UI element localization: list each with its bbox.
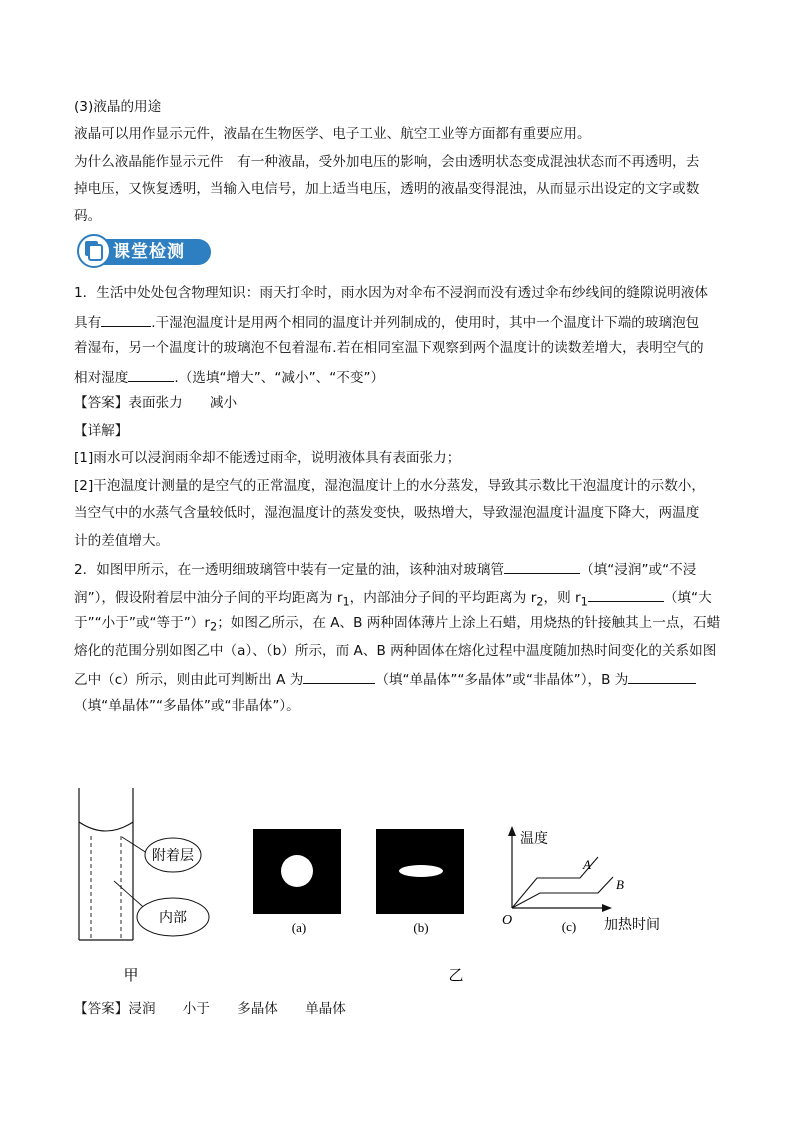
q2-line-5-part-2: （填“单晶体”“多晶体”或“非晶体”），B 为: [375, 672, 629, 688]
answer-label: 【答案】: [74, 395, 129, 411]
melted-circle: [281, 855, 313, 887]
intro-paragraph-2-line-3: 码。: [74, 208, 102, 224]
subscript: 1: [342, 594, 350, 609]
q1-line-2-start: 具有: [74, 315, 102, 331]
q2-line-4: 熔化的范围分别如图乙中（a）、（b）所示，而 A、B 两种固体在熔化过程中温度随加热时间变化的关系如图: [74, 643, 717, 659]
intro-paragraph-2-line-2: 掉电压，又恢复透明，当输入电信号，加上适当电压，透明的液晶变得混浊，从而显示出设定的文字或数: [74, 181, 700, 197]
q2-line-6: （填“单晶体”“多晶体”或“非晶体”）。: [74, 698, 300, 714]
subscript: 2: [536, 594, 544, 609]
q2-line-3-part-1: 于”“小于”或“等于”）r: [74, 615, 210, 631]
answer-text: 表面张力 减小: [128, 395, 238, 411]
intro-heading: (3)液晶的用途: [74, 99, 162, 115]
q2-line-2-part-4: （填“大: [663, 590, 712, 606]
q1-detail-2-line-1: [2]干泡温度计测量的是空气的正常温度，湿泡温度计上的水分蒸发，导致其示数比干泡温度计的示数小，: [74, 478, 705, 494]
q2-line-2-part-2: ，内部油分子间的平均距离为 r: [349, 590, 537, 606]
curve-b-label: B: [616, 877, 624, 892]
q1-line-3: 着湿布，另一个温度计的玻璃泡不包着湿布.若在相同室温下观察到两个温度计的读数差增大，表明空气的: [74, 340, 704, 356]
q2-line-2-part-3: ，则 r: [543, 590, 581, 606]
origin-label: O: [502, 913, 513, 928]
label-c: (c): [561, 919, 577, 934]
tube-label-interior: 内部: [159, 911, 187, 926]
q2-line-1-end: （填“浸润”或“不浸: [580, 562, 697, 578]
caption-yi: 乙: [448, 968, 464, 984]
q1-detail-2-line-2: 当空气中的水蒸气含量较低时，湿泡温度计的蒸发变快，吸热增大，导致湿泡温度计温度下降大，两温度: [74, 505, 700, 521]
label-a: (a): [291, 920, 307, 935]
answer-label: 【答案】: [74, 1001, 129, 1017]
q2-line-1-start: 2．如图甲所示，在一透明细玻璃管中装有一定量的油，该种油对玻璃管: [74, 562, 505, 578]
y-axis-label: 温度: [520, 832, 548, 847]
q1-line-2-end: .干湿泡温度计是用两个相同的温度计并列制成的，使用时，其中一个温度计下端的玻璃泡包: [151, 315, 700, 331]
subscript: 1: [580, 594, 588, 609]
q1-detail-1: [1]雨水可以浸润雨伞却不能透过雨伞，说明液体具有表面张力；: [74, 450, 461, 466]
subscript: 2: [209, 619, 218, 634]
detail-label: 【详解】: [74, 423, 129, 439]
q2-line-5-part-1: 乙中（c）所示，则由此可判断出 A 为: [74, 672, 304, 688]
q2-line-2-part-1: 润”），假设附着层中油分子间的平均距离为 r: [74, 590, 343, 606]
curve-b-line: [512, 877, 613, 908]
q2-answer: [74, 999, 346, 1019]
label-b: (b): [413, 920, 429, 935]
banner-title: 课堂检测: [113, 242, 185, 262]
glass-tube: [79, 788, 209, 940]
q2-line-3-part-2: ；如图乙所示，在 A、B 两种固体薄片上涂上石蜡，用烧热的针接触其上一点，石蜡: [217, 615, 721, 631]
answer-text: 浸润 小于 多晶体 单晶体: [128, 1001, 346, 1017]
caption-jia: 甲: [123, 968, 139, 984]
q1-line-4-start: 相对湿度: [74, 370, 129, 386]
q1-line-1: 1．生活中处处包含物理知识：雨天打伞时，雨水因为对伞布不浸润而没有透过伞布纱线间的缝隙说明液体: [74, 285, 708, 301]
tube-label-adhesion-layer: 附着层: [152, 849, 194, 864]
melted-ellipse: [399, 865, 443, 877]
intro-paragraph-1: 液晶可以用作显示元件，液晶在生物医学、电子工业、航空工业等方面都有重要应用。: [74, 126, 591, 142]
intro-paragraph-2-line-1: 为什么液晶能作显示元件 有一种液晶，受外加电压的影响，会由透明状态变成混浊状态而不再透明，去: [74, 154, 700, 170]
q1-detail-2-line-3: 计的差值增大。: [74, 533, 170, 549]
curve-a-label: A: [583, 857, 591, 872]
q1-line-4-end: .（选填“增大”、“减小”、“不变”）: [174, 370, 385, 386]
x-axis-label: 加热时间: [604, 918, 660, 933]
